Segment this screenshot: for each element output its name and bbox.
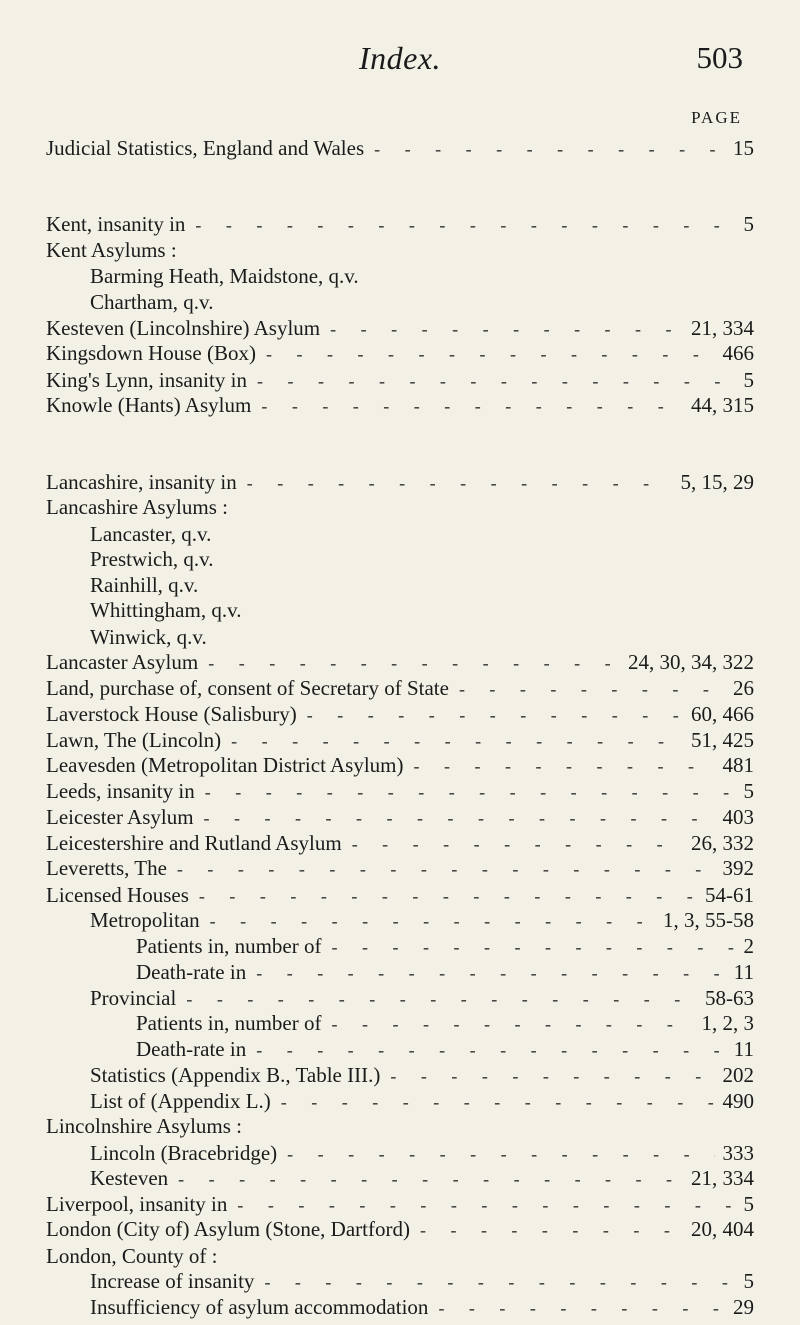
index-entry xyxy=(90,547,754,575)
entry-label: Judicial Statistics, England and Wales xyxy=(46,135,365,160)
dot-leader xyxy=(277,1144,714,1165)
dot-leader xyxy=(167,859,715,880)
dot-leader xyxy=(200,911,655,932)
entry-pages: 20, 404 xyxy=(691,1217,754,1242)
entry-label: Kent Asylums : xyxy=(46,238,177,263)
dot-leader xyxy=(271,1092,715,1113)
index-entry xyxy=(90,1166,754,1194)
index-entry xyxy=(46,856,754,884)
entry-label: Death-rate in xyxy=(136,959,247,984)
entry-label: Provincial xyxy=(90,985,177,1010)
index-entry xyxy=(90,1295,754,1323)
index-entry xyxy=(90,598,754,626)
entry-label: Winwick, q.v. xyxy=(90,624,207,649)
dot-leader xyxy=(320,319,683,340)
dot-leader xyxy=(410,1220,683,1241)
entry-label: Barming Heath, Maidstone, q.v. xyxy=(90,264,359,289)
entry-pages: 5 xyxy=(743,367,754,392)
index-entry xyxy=(46,650,754,678)
index-entry xyxy=(136,934,754,962)
dot-leader xyxy=(254,1272,735,1293)
entry-label: Insufficiency of asylum accommodation xyxy=(90,1295,429,1320)
entry-label: Statistics (Appendix B., Table III.) xyxy=(90,1062,381,1087)
index-entry xyxy=(136,960,754,988)
index-entry xyxy=(46,341,754,369)
index-entry xyxy=(90,908,754,936)
entry-label: Laverstock House (Salisbury) xyxy=(46,701,297,726)
index-entry xyxy=(90,1269,754,1297)
page-number: 503 xyxy=(696,40,743,75)
entry-pages: 21, 334 xyxy=(691,316,754,341)
index-entry xyxy=(46,238,754,266)
dot-leader xyxy=(256,344,715,365)
entry-pages: 2 xyxy=(743,934,754,959)
dot-leader xyxy=(168,1169,683,1190)
entry-label: Leicestershire and Rutland Asylum xyxy=(46,831,342,856)
index-entry xyxy=(46,883,754,911)
entry-label: Lawn, The (Lincoln) xyxy=(46,727,222,752)
entry-label: Lancaster, q.v. xyxy=(90,521,212,546)
entry-label: Increase of insanity xyxy=(90,1269,255,1294)
entry-label: Liverpool, insanity in xyxy=(46,1192,228,1217)
index-entry xyxy=(46,831,754,859)
dot-leader xyxy=(247,371,736,392)
entry-pages: 392 xyxy=(722,856,754,881)
entry-label: Kent, insanity in xyxy=(46,212,186,236)
dot-leader xyxy=(364,139,725,160)
index-entry xyxy=(90,986,754,1014)
entry-pages: 51, 425 xyxy=(691,727,754,752)
entry-label: Knowle (Hants) Asylum xyxy=(46,393,252,417)
entry-pages: 490 xyxy=(722,1088,754,1113)
dot-leader xyxy=(176,989,697,1010)
entry-pages: 5, 15, 29 xyxy=(680,469,754,494)
entry-pages: 5 xyxy=(743,779,754,804)
entry-pages: 21, 334 xyxy=(691,1165,754,1190)
dot-leader xyxy=(221,731,683,752)
dot-leader xyxy=(237,473,673,494)
index-entry xyxy=(46,212,754,240)
entry-pages: 60, 466 xyxy=(691,701,754,726)
entry-label: Kesteven xyxy=(90,1165,169,1190)
dot-leader xyxy=(185,215,735,236)
entry-label: Leveretts, The xyxy=(46,856,167,881)
index-entry xyxy=(90,1089,754,1117)
entry-pages: 29 xyxy=(733,1295,754,1320)
entry-pages: 1, 2, 3 xyxy=(701,1011,754,1036)
index-entry xyxy=(90,625,754,653)
entry-pages: 481 xyxy=(722,753,754,778)
dot-leader xyxy=(449,679,725,700)
entry-pages: 202 xyxy=(722,1062,754,1087)
entry-pages: 24, 30, 34, 322 xyxy=(628,650,754,675)
entry-label: Land, purchase of, consent of Secretary of State xyxy=(46,676,449,701)
index-entry xyxy=(46,753,754,781)
index-entry xyxy=(46,1217,754,1245)
index-entry xyxy=(46,728,754,756)
dot-leader xyxy=(342,834,683,855)
entry-pages: 333 xyxy=(722,1140,754,1165)
dot-leader xyxy=(246,963,726,984)
index-entry xyxy=(46,136,754,164)
entry-label: London (City of) Asylum (Stone, Dartford) xyxy=(46,1217,410,1242)
index-entry xyxy=(46,495,754,523)
entry-pages: 15 xyxy=(733,135,754,160)
entry-pages: 11 xyxy=(733,1037,754,1062)
entry-pages: 54-61 xyxy=(705,882,754,907)
entry-label: Lancashire, insanity in xyxy=(46,469,237,494)
index-entry xyxy=(136,1037,754,1065)
index-entry xyxy=(46,676,754,704)
dot-leader xyxy=(189,886,697,907)
entry-label: Prestwich, q.v. xyxy=(90,546,214,571)
dot-leader xyxy=(195,782,736,803)
entry-pages: 5 xyxy=(743,212,754,236)
entry-label: Patients in, number of xyxy=(136,934,322,959)
index-entry xyxy=(90,1141,754,1169)
entry-label: Patients in, number of xyxy=(136,1011,322,1036)
dot-leader xyxy=(297,705,683,726)
index-entry xyxy=(46,1114,754,1142)
index-entry xyxy=(90,1063,754,1091)
entry-label: King's Lynn, insanity in xyxy=(46,367,247,392)
entry-label: Leeds, insanity in xyxy=(46,779,195,804)
index-entry xyxy=(90,290,754,318)
index-entry xyxy=(46,316,754,344)
entry-label: List of (Appendix L.) xyxy=(90,1088,271,1113)
entry-label: Whittingham, q.v. xyxy=(90,598,242,623)
index-entry xyxy=(46,779,754,807)
entry-pages: 26, 332 xyxy=(691,831,754,856)
dot-leader xyxy=(194,808,715,829)
entry-label: Metropolitan xyxy=(90,907,200,932)
index-entry xyxy=(136,1011,754,1039)
dot-leader xyxy=(404,756,715,777)
entry-label: London, County of : xyxy=(46,1243,218,1268)
dot-leader xyxy=(198,653,620,674)
dot-leader xyxy=(380,1066,714,1087)
index-entry xyxy=(46,805,754,833)
entry-pages: 44, 315 xyxy=(691,393,754,417)
dot-leader xyxy=(321,1014,693,1035)
entry-label: Lincoln (Bracebridge) xyxy=(90,1140,278,1165)
entry-label: Lancaster Asylum xyxy=(46,650,199,675)
index-entry xyxy=(90,573,754,601)
entry-pages: 58-63 xyxy=(705,985,754,1010)
index-entry xyxy=(46,702,754,730)
index-entry xyxy=(46,368,754,396)
entry-pages: 11 xyxy=(733,959,754,984)
entry-pages: 466 xyxy=(722,341,754,366)
running-title: Index. xyxy=(358,40,442,76)
index-entry xyxy=(46,1192,754,1220)
entry-pages: 5 xyxy=(743,1269,754,1294)
entry-pages: 403 xyxy=(722,804,754,829)
dot-leader xyxy=(246,1040,726,1061)
entry-label: Chartham, q.v. xyxy=(90,289,214,314)
index-entry xyxy=(90,264,754,292)
page-column-label: PAGE xyxy=(691,108,742,127)
entry-label: Licensed Houses xyxy=(46,882,189,907)
entry-pages: 5 xyxy=(743,1192,754,1217)
entry-pages: 26 xyxy=(733,676,754,701)
index-entry xyxy=(46,393,754,421)
entry-label: Rainhill, q.v. xyxy=(90,573,199,598)
dot-leader xyxy=(251,396,683,417)
entry-label: Kingsdown House (Box) xyxy=(46,341,256,366)
dot-leader xyxy=(227,1195,735,1216)
dot-leader xyxy=(321,937,735,958)
entry-label: Lancashire Asylums : xyxy=(46,495,228,520)
index-entry xyxy=(46,470,754,498)
entry-label: Death-rate in xyxy=(136,1037,247,1062)
index-entry xyxy=(90,522,754,550)
entry-label: Lincolnshire Asylums : xyxy=(46,1114,242,1139)
index-entry xyxy=(46,1244,754,1272)
entry-label: Leicester Asylum xyxy=(46,804,194,829)
entry-label: Kesteven (Lincolnshire) Asylum xyxy=(46,316,321,341)
entry-label: Leavesden (Metropolitan District Asylum) xyxy=(46,753,404,778)
dot-leader xyxy=(428,1298,725,1319)
entry-pages: 1, 3, 55-58 xyxy=(663,907,754,932)
